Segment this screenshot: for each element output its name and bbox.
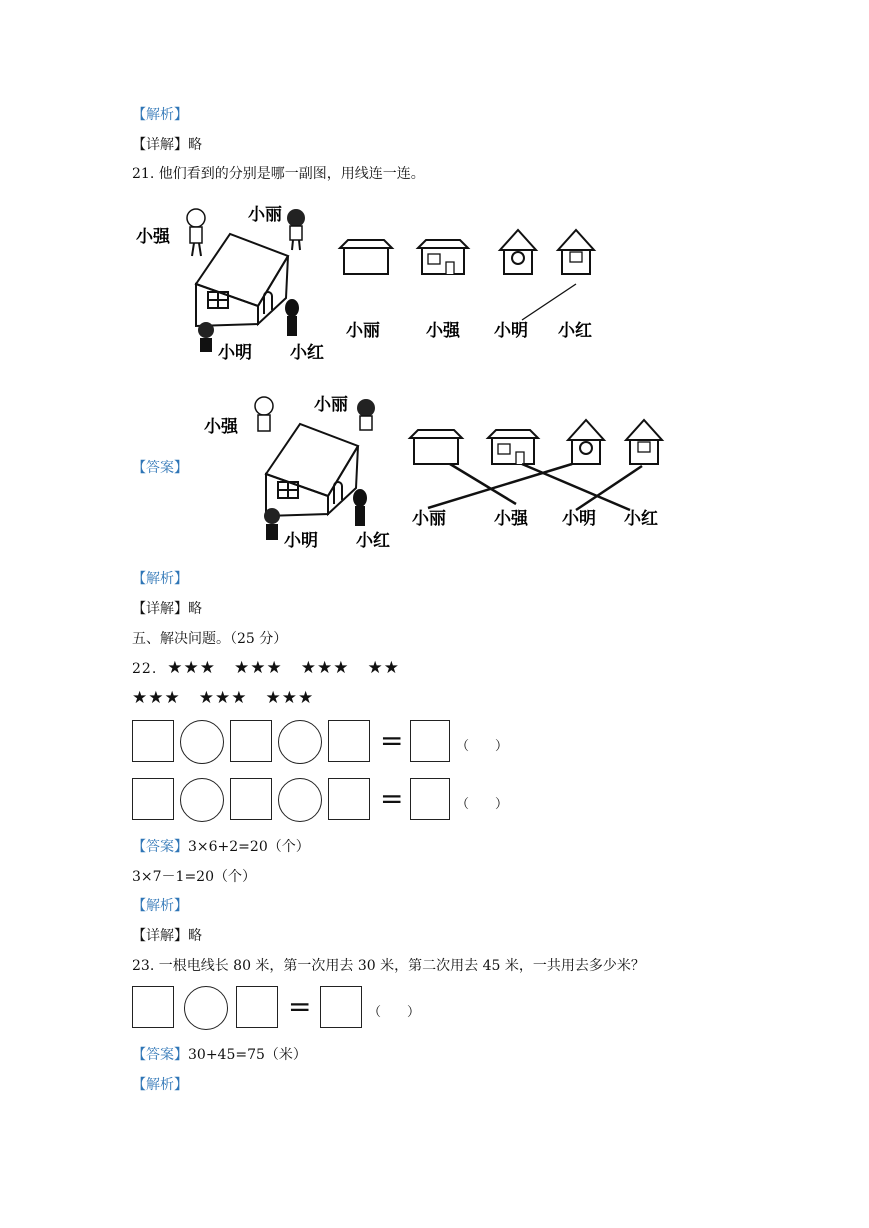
answer-box[interactable] xyxy=(132,720,174,762)
ans-label-xiaohong: 小红 xyxy=(356,531,390,551)
stars-row-2 xyxy=(132,688,332,708)
operator-circle[interactable] xyxy=(278,778,322,822)
answer-box[interactable] xyxy=(132,986,174,1028)
star-group: ★★ xyxy=(367,658,400,678)
kid-xiaohong xyxy=(285,299,299,336)
result-box[interactable] xyxy=(410,720,450,762)
analysis-tag-2: 【解析】 xyxy=(132,571,188,587)
analysis-tag-4: 【解析】 xyxy=(132,1077,188,1093)
star-group: ★★★ xyxy=(198,688,248,708)
match-line-2 xyxy=(428,464,572,508)
ans-label-xiaoli: 小丽 xyxy=(314,395,348,415)
detail-tag-2: 【详解】 xyxy=(132,601,188,617)
label-xiaoming: 小明 xyxy=(218,343,252,363)
operator-circle[interactable] xyxy=(184,986,228,1030)
label-xiaoqiang: 小强 xyxy=(136,227,170,247)
view-2 xyxy=(418,240,468,274)
match-line-4 xyxy=(576,466,642,510)
kid-xiaoli xyxy=(287,209,305,250)
equals-sign: = xyxy=(288,990,312,1023)
view-label-xiaoming: 小明 xyxy=(494,321,528,341)
question-21-figure xyxy=(130,196,610,370)
result-box[interactable] xyxy=(410,778,450,820)
operator-circle[interactable] xyxy=(180,720,224,764)
result-box[interactable] xyxy=(320,986,362,1028)
answer-tag-21: 【答案】 xyxy=(132,460,188,476)
house-drawing xyxy=(196,234,288,326)
answer-box[interactable] xyxy=(230,778,272,820)
unit-paren[interactable]: （ ） xyxy=(456,739,509,754)
answer-tag-23: 【答案】 xyxy=(132,1047,188,1063)
view-1 xyxy=(340,240,392,274)
view-label-xiaohong: 小红 xyxy=(558,321,592,341)
answer-22-a: 3×6+2=20（个） xyxy=(188,839,310,855)
detail-line xyxy=(132,136,202,154)
ans-view-label-xiaoli: 小丽 xyxy=(412,509,446,529)
star-group: ★★★ xyxy=(234,658,283,678)
detail-text-2: 略 xyxy=(188,601,202,617)
operator-circle[interactable] xyxy=(278,720,322,764)
view-4 xyxy=(558,230,594,274)
answer-box[interactable] xyxy=(132,778,174,820)
section-title-5: 五、解决问题。（25 分） xyxy=(132,631,288,647)
question-21: 21. 他们看到的分别是哪一副图，用线连一连。 xyxy=(132,166,425,182)
equals-sign: = xyxy=(380,724,404,757)
answer-box[interactable] xyxy=(328,720,370,762)
answer-21-figure xyxy=(200,386,668,558)
star-group: ★★★ xyxy=(265,688,315,708)
star-group: ★★★ xyxy=(300,658,350,678)
label-xiaoli: 小丽 xyxy=(248,205,282,225)
answer-box[interactable] xyxy=(230,720,272,762)
operator-circle[interactable] xyxy=(180,778,224,822)
answer-23 xyxy=(132,1046,307,1064)
stars-row-1 xyxy=(132,658,418,678)
answer-22 xyxy=(132,838,310,856)
detail-text-3: 略 xyxy=(188,928,202,944)
ans-view-label-xiaoqiang: 小强 xyxy=(494,509,528,529)
analysis-tag-3: 【解析】 xyxy=(132,898,188,914)
unit-paren[interactable]: （ ） xyxy=(456,797,509,812)
ans-label-xiaoming: 小明 xyxy=(284,531,318,551)
answer-22-b: 3×7－1=20（个） xyxy=(132,869,256,885)
match-line-3 xyxy=(522,464,630,510)
star-group: ★★★ xyxy=(167,658,216,678)
kid-xiaoming xyxy=(198,322,214,352)
detail-tag: 【详解】 xyxy=(132,137,188,153)
detail-line-3 xyxy=(132,927,202,945)
answer-tag-22: 【答案】 xyxy=(132,839,188,855)
q22-number: 22. xyxy=(132,661,158,677)
ans-label-xiaoqiang: 小强 xyxy=(204,417,238,437)
label-xiaohong: 小红 xyxy=(290,343,324,363)
unit-paren[interactable]: （ ） xyxy=(368,1005,421,1020)
question-23: 23. 一根电线长 80 米，第一次用去 30 米，第二次用去 45 米，一共用去多少米？ xyxy=(132,958,645,974)
connect-line xyxy=(522,284,576,320)
answer-box[interactable] xyxy=(328,778,370,820)
view-label-xiaoqiang: 小强 xyxy=(426,321,460,341)
answer-23-text: 30+45=75（米） xyxy=(188,1047,307,1063)
ans-view-label-xiaohong: 小红 xyxy=(624,509,658,529)
view-label-xiaoli: 小丽 xyxy=(346,321,380,341)
equals-sign: = xyxy=(380,782,404,815)
analysis-tag: 【解析】 xyxy=(132,107,188,123)
answer-box[interactable] xyxy=(236,986,278,1028)
star-group: ★★★ xyxy=(132,688,181,708)
kid-xiaoqiang xyxy=(187,209,205,256)
view-3 xyxy=(500,230,536,274)
detail-text: 略 xyxy=(188,137,202,153)
detail-line-2 xyxy=(132,600,202,618)
detail-tag-3: 【详解】 xyxy=(132,928,188,944)
ans-view-label-xiaoming: 小明 xyxy=(562,509,596,529)
